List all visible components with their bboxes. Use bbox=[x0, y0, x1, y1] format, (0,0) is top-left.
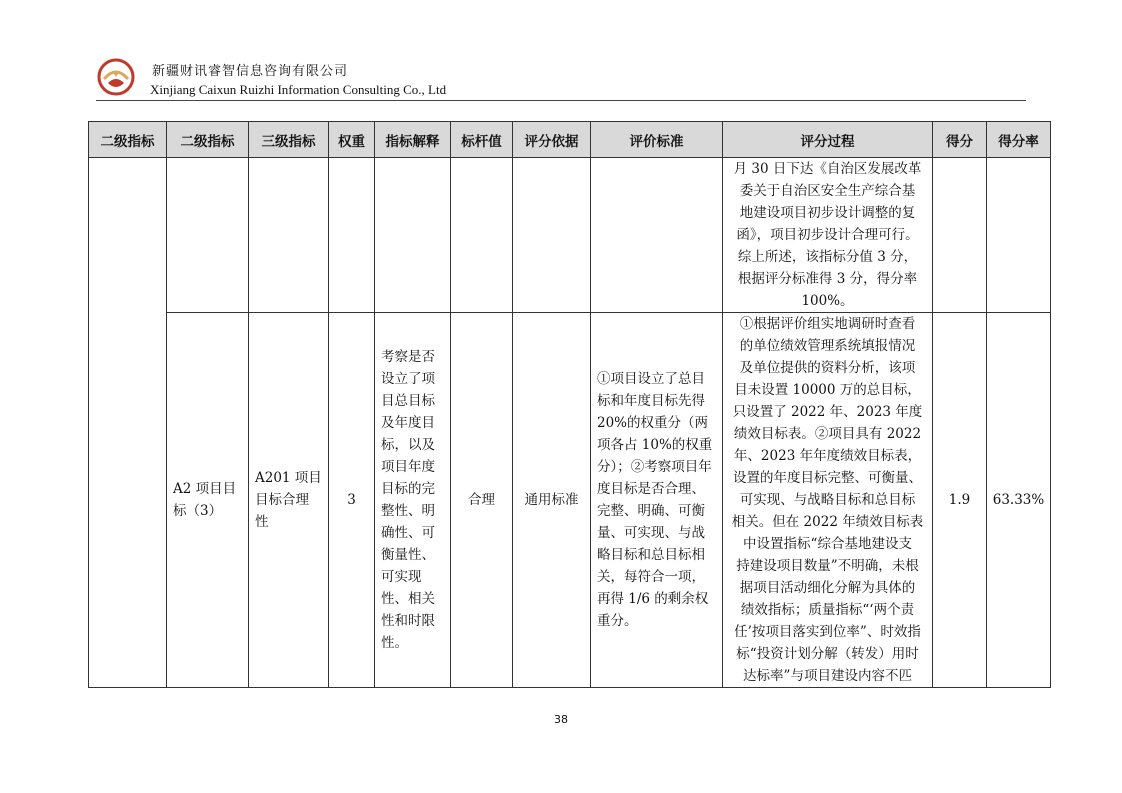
process-line: 委关于自治区安全生产综合基 bbox=[739, 183, 916, 199]
level3-cell bbox=[249, 313, 329, 688]
process-line: 可实现、与战略目标和总目标 bbox=[739, 492, 916, 508]
process-line: 绩效目标表。②项目具有 2022 bbox=[733, 426, 922, 442]
score-cell bbox=[933, 158, 987, 313]
explanation-cell bbox=[375, 313, 451, 688]
score-rate-cell bbox=[987, 313, 1051, 688]
criteria-cell bbox=[591, 313, 723, 688]
company-logo-icon bbox=[96, 57, 136, 97]
table-header-row bbox=[89, 122, 1051, 158]
page-number: 38 bbox=[554, 713, 568, 726]
table-row bbox=[89, 313, 1051, 688]
process-line: 中设置指标“综合基地建设支 bbox=[743, 536, 912, 552]
benchmark-value: 合理 bbox=[468, 492, 495, 508]
process-line: 及单位提供的资料分析，该项 bbox=[739, 360, 916, 376]
process-line: 目未设置 10000 万的总目标， bbox=[734, 382, 921, 398]
level2b-cell bbox=[167, 158, 249, 313]
col-header-weight: 权重 bbox=[329, 122, 375, 158]
process-line: 据项目活动细化分解为具体的 bbox=[739, 580, 916, 596]
benchmark-cell bbox=[451, 313, 513, 688]
basis-cell bbox=[513, 313, 591, 688]
process-line: ①根据评价组实地调研时查看 bbox=[739, 316, 916, 332]
col-header-basis: 评分依据 bbox=[513, 122, 591, 158]
level3-text: A201 项目目标合理性 bbox=[255, 470, 322, 530]
process-cell bbox=[723, 158, 933, 313]
col-header-benchmark: 标杆值 bbox=[451, 122, 513, 158]
level2-cell bbox=[167, 313, 249, 688]
criteria-cell bbox=[591, 158, 723, 313]
weight-cell bbox=[329, 313, 375, 688]
score-rate-cell bbox=[987, 158, 1051, 313]
process-line: 达标率”与项目建设内容不匹 bbox=[743, 668, 912, 684]
col-header-criteria: 评价标准 bbox=[591, 122, 723, 158]
level2a-cell bbox=[89, 158, 167, 688]
basis-value: 通用标准 bbox=[524, 492, 579, 508]
level3-cell bbox=[249, 158, 329, 313]
company-name-cn: 新疆财讯睿智信息咨询有限公司 bbox=[152, 64, 349, 79]
col-header-level3: 三级指标 bbox=[249, 122, 329, 158]
process-line: 月 30 日下达《自治区发展改革 bbox=[733, 161, 922, 177]
process-line: 标“投资计划分解（转发）用时 bbox=[736, 646, 919, 662]
header-divider bbox=[96, 100, 1026, 101]
process-line: 的单位绩效管理系统填报情况 bbox=[739, 338, 916, 354]
explanation-cell bbox=[375, 158, 451, 313]
weight-cell bbox=[329, 158, 375, 313]
basis-cell bbox=[513, 158, 591, 313]
score-rate-value: 63.33% bbox=[992, 492, 1045, 508]
score-value: 1.9 bbox=[948, 492, 971, 508]
process-line: 函》，项目初步设计合理可行。 bbox=[736, 227, 919, 243]
score-cell bbox=[933, 313, 987, 688]
explanation-text: 考察是否设立了项目总目标及年度目标，以及项目年度目标的完整性、明确性、可衡量性、可实现性、相关性和时限性。 bbox=[381, 349, 435, 651]
process-line: 100%。 bbox=[801, 293, 854, 309]
process-line: 绩效指标；质量指标“‘两个责 bbox=[740, 602, 915, 618]
col-header-level2a: 二级指标 bbox=[89, 122, 167, 158]
process-line: 综上所述，该指标分值 3 分， bbox=[737, 249, 918, 265]
process-line: 根据评分标准得 3 分，得分率 bbox=[737, 271, 918, 287]
col-header-score: 得分 bbox=[933, 122, 987, 158]
weight-value: 3 bbox=[347, 492, 356, 508]
criteria-text: ①项目设立了总目标和年度目标先得 20%的权重分（两项各占 10%的权重分）；②考察项目年度目标是否合理、完整、明确、可衡量、可实现、与战略目标和总目标相关，每符合一项，再得 1/6 的剩余权重分。 bbox=[597, 371, 713, 629]
col-header-process: 评分过程 bbox=[723, 122, 933, 158]
company-name-en: Xinjiang Caixun Ruizhi Information Consulting Co., Ltd bbox=[150, 82, 447, 97]
process-line: 相关。但在 2022 年绩效目标表 bbox=[731, 514, 924, 530]
process-line: 持建设项目数量”不明确，未根 bbox=[736, 558, 919, 574]
evaluation-table bbox=[88, 121, 1051, 688]
col-header-level2b: 二级指标 bbox=[167, 122, 249, 158]
col-header-explanation: 指标解释 bbox=[375, 122, 451, 158]
benchmark-cell bbox=[451, 158, 513, 313]
process-line: 只设置了 2022 年、2023 年度 bbox=[732, 404, 923, 420]
col-header-score-rate: 得分率 bbox=[987, 122, 1051, 158]
process-line: 地建设项目初步设计调整的复 bbox=[739, 205, 916, 221]
level2-text: A2 项目目标（3） bbox=[173, 481, 237, 519]
process-line: 任’按项目落实到位率”、时效指 bbox=[734, 624, 921, 640]
process-line: 年、2023 年年度绩效目标表， bbox=[733, 448, 922, 464]
process-line: 设置的年度目标完整、可衡量、 bbox=[733, 470, 922, 486]
table-row bbox=[89, 158, 1051, 313]
process-cell bbox=[723, 313, 933, 688]
